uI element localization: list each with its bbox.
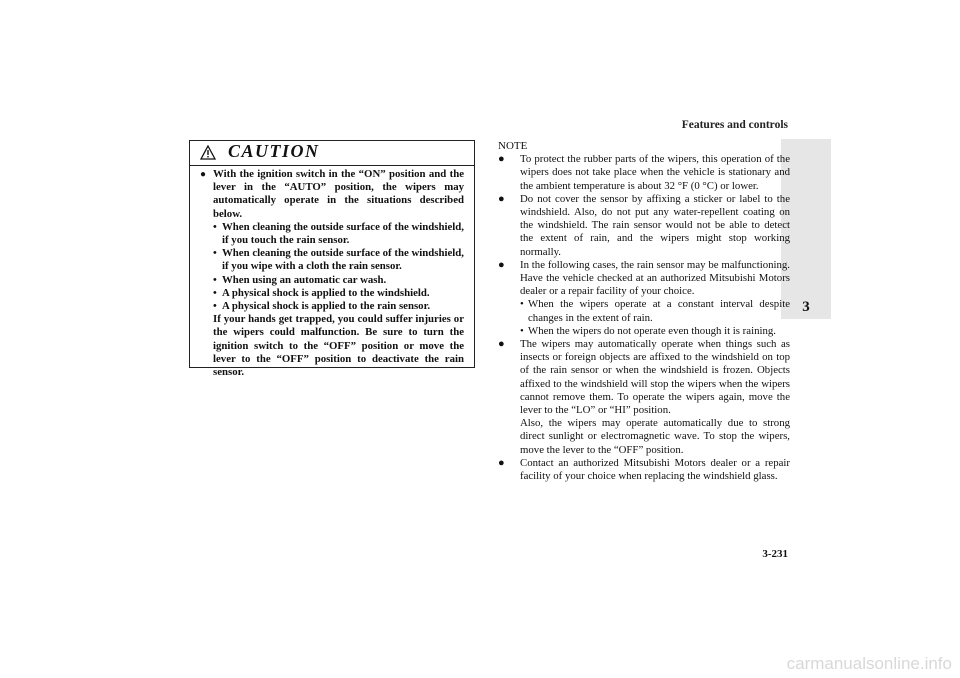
chapter-number: 3 bbox=[802, 299, 810, 315]
note-item-text: The wipers may automatically operate when things such as insects or foreign objects are affixed to the windshield on top of the rain sensor or when the windshield is frozen. Objects affixed to the windshield will stop the wipers when the wipers cannot remove them. To operate the wipers again, move the lever to the “LO” or “HI” position. bbox=[520, 338, 790, 417]
caution-situation: • A physical shock is applied to the windshield. bbox=[213, 286, 430, 299]
note-item bbox=[498, 193, 790, 259]
bullet-icon: ● bbox=[200, 169, 207, 180]
note-item bbox=[498, 153, 790, 193]
page-number: 3-231 bbox=[762, 548, 788, 560]
caution-situation: • A physical shock is applied to the rain sensor. bbox=[213, 300, 431, 313]
caution-intro: With the ignition switch in the “ON” position and the lever in the “AUTO” position, the wipers may automatically operate in the situations described below. bbox=[213, 168, 464, 220]
note-item bbox=[498, 457, 790, 483]
caution-situation: • When cleaning the outside surface of the windshield, if you touch the rain sensor. bbox=[213, 220, 464, 247]
note-item-extra: Also, the wipers may operate automatically due to strong direct sunlight or electromagnetic wave. To stop the wipers, move the lever to the “OFF” position. bbox=[520, 417, 790, 456]
bullet-icon: ● bbox=[498, 192, 505, 205]
caution-warning: If your hands get trapped, you could suffer injuries or the wipers could malfunction. Be sure to turn the ignition switch to the “OFF” position or move the lever to the “OFF” position to deactivate the rain sensor. bbox=[213, 313, 464, 379]
bullet-icon: ● bbox=[498, 153, 505, 166]
bullet-icon: ● bbox=[498, 338, 505, 351]
page-header-title: Features and controls bbox=[681, 119, 788, 131]
note-label: NOTE bbox=[498, 140, 528, 152]
bullet-icon: ● bbox=[498, 456, 505, 469]
caution-situation: • When cleaning the outside surface of the windshield, if you wipe with a cloth the rain sensor. bbox=[213, 247, 464, 273]
caution-box bbox=[189, 140, 475, 379]
note-item-text: To protect the rubber parts of the wipers, this operation of the wipers does not take place when the vehicle is stationary and the ambient temperature is about 32 °F (0 °C) or lower. bbox=[520, 153, 790, 192]
caution-header bbox=[190, 141, 474, 166]
note-item-text: In the following cases, the rain sensor may be malfunctioning. Have the vehicle checked at an authorized Mitsubishi Motors dealer or a repair facility of your choice. bbox=[520, 258, 790, 298]
caution-title: CAUTION bbox=[228, 141, 320, 161]
note-item bbox=[498, 338, 790, 457]
note-item-text: Contact an authorized Mitsubishi Motors dealer or a repair facility of your choice when replacing the windshield glass. bbox=[520, 456, 790, 483]
caution-bullet bbox=[200, 168, 464, 379]
note-item-text: Do not cover the sensor by affixing a sticker or label to the windshield. Also, do not put any water-repellent coating on the windshield. The rain sensor would not be able to detect the extent of rain, and the wipers might stop working normally. bbox=[520, 192, 790, 258]
watermark: carmanualsonline.info bbox=[786, 654, 952, 673]
bullet-icon: ● bbox=[498, 258, 505, 271]
note-sub-item: • When the wipers operate at a constant interval despite changes in the extent of rain. bbox=[520, 298, 790, 324]
caution-body bbox=[190, 166, 474, 379]
note-column bbox=[498, 140, 790, 483]
note-sub-item: • When the wipers do not operate even though it is raining. bbox=[520, 324, 776, 337]
note-item bbox=[498, 259, 790, 338]
warning-triangle-icon bbox=[200, 145, 216, 160]
caution-situation: • When using an automatic car wash. bbox=[213, 273, 387, 286]
